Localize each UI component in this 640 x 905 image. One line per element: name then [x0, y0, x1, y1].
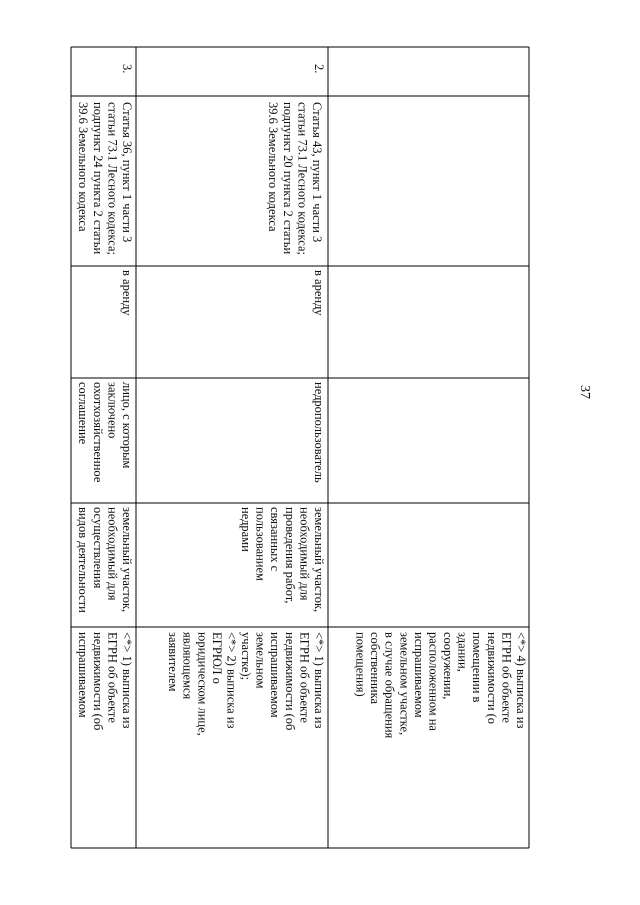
page-number: 37 — [577, 385, 592, 399]
row3-person: лицо, с которым заключено охотхозяйственное соглашение — [76, 382, 134, 483]
row2-land: земельный участок, необходимый для проведения работ, связанных с пользованием недрами — [239, 507, 326, 613]
row2-number: 2. — [312, 64, 326, 74]
row3-right: в аренду — [120, 270, 134, 316]
row3-number: 3. — [120, 64, 134, 74]
row3-land: земельный участок, необходимый для осуществления видов деятельности — [76, 507, 134, 613]
row2-right: в аренду — [312, 270, 326, 316]
row2-person: недропользователь — [312, 382, 326, 483]
row3-documents: <*> 1) выписка из ЕГРН об объекте недвижимости (об испрашиваемом — [76, 632, 134, 731]
row1-documents: <*> 4) выписка из ЕГРН об объекте недвижимости (о помещении в здании, сооружении, расположенном на испрашиваемом земельном участке, в случае обращения собственника помещения) — [353, 632, 528, 739]
row2-documents: <*> 1) выписка из ЕГРН об объекте недвижимости (об испрашиваемом земельном участке); <*> 2) выписка из ЕГРЮЛ о юридическом лице, являющемся заявителем — [166, 632, 326, 736]
row2-article: Статья 43, пункт 1 части 3 статьи 73.1 Лесного кодекса; подпункт 20 пункта 2 статьи 39.6 Земельного кодекса — [266, 102, 324, 256]
row3-article: Статья 36, пункт 1 части 3 статьи 73.1 Лесного кодекса; подпункт 24 пункта 2 статьи 39.6 Земельного кодекса — [76, 102, 134, 256]
